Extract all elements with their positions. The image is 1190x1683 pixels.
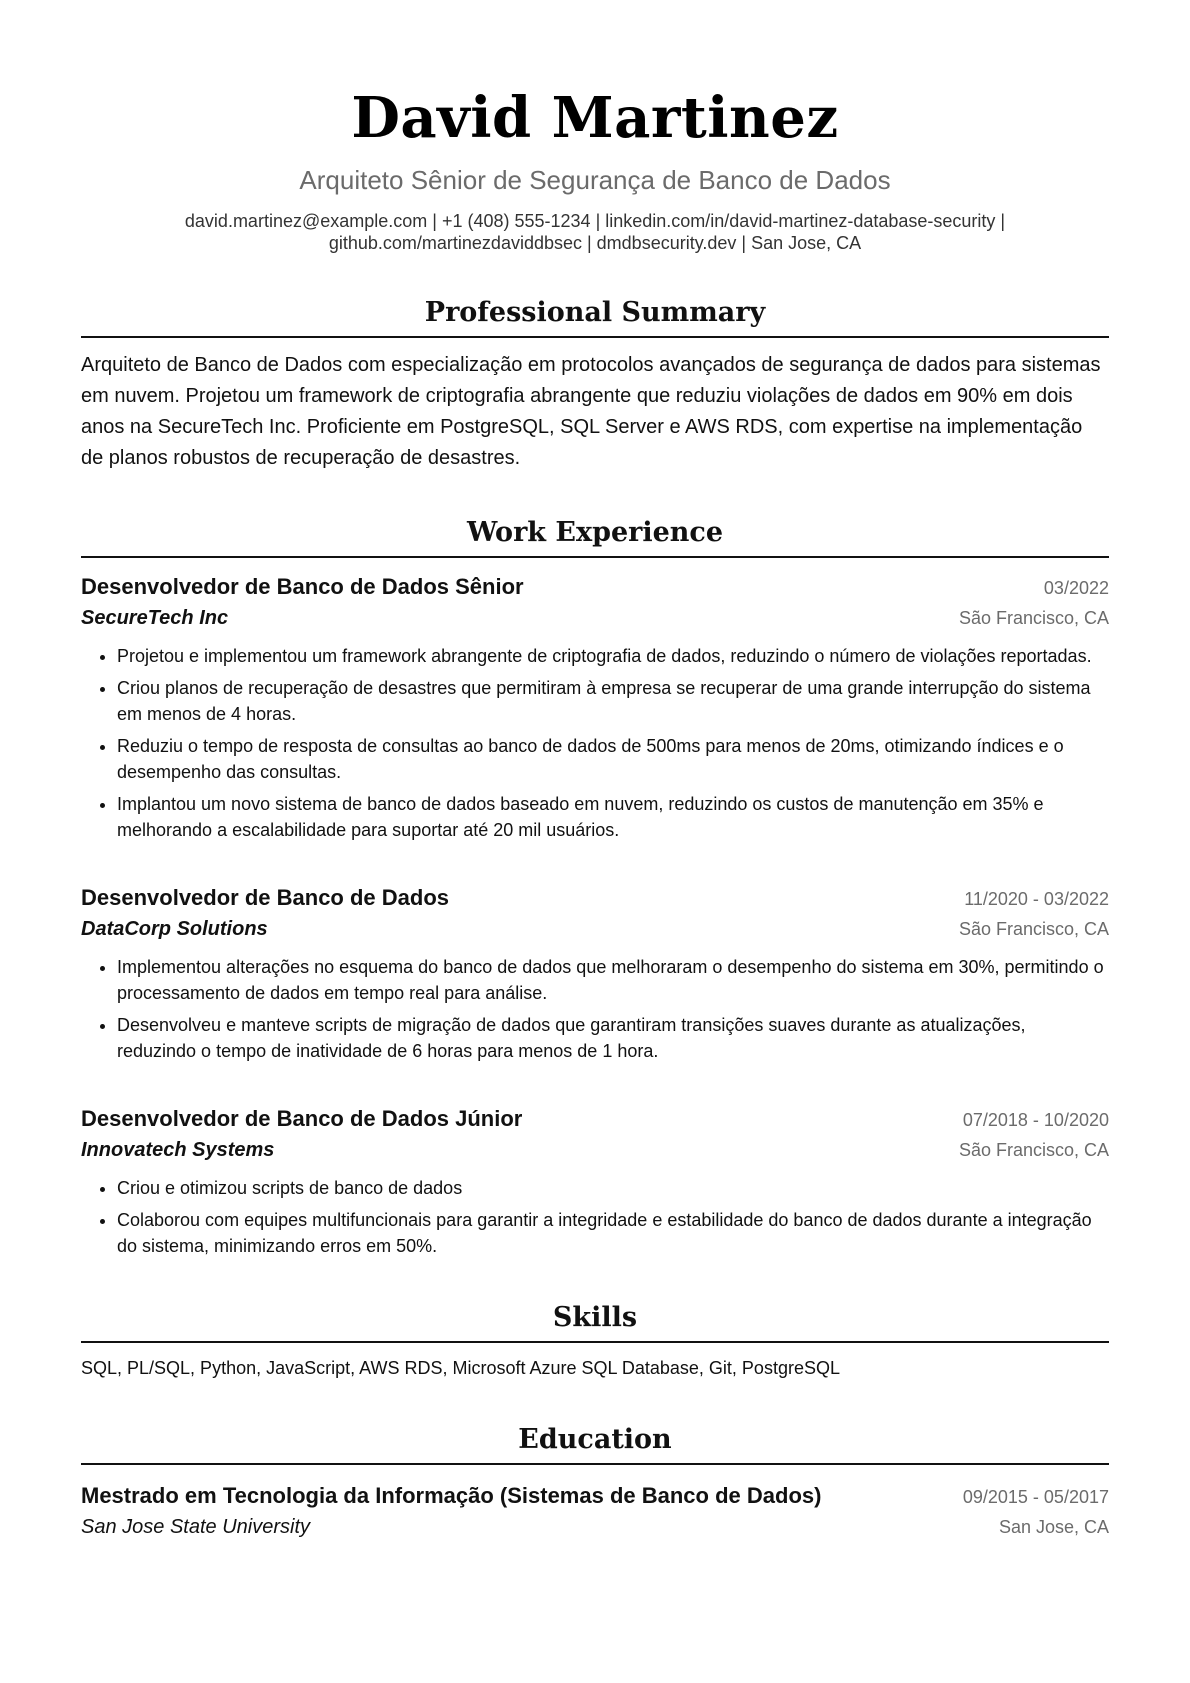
education-dates: 09/2015 - 05/2017 <box>962 1487 1109 1507</box>
summary-section <box>81 296 1109 474</box>
job-bullets <box>81 1175 1109 1259</box>
skills-list: SQL, PL/SQL, Python, JavaScript, AWS RDS, Microsoft Azure SQL Database, Git, PostgreSQL <box>81 1358 840 1378</box>
degree-name: Mestrado em Tecnologia da Informação (Sistemas de Banco de Dados) <box>81 1483 822 1508</box>
experience-section <box>81 516 1109 1259</box>
job-bullet: • Projetou e implementou um framework abrangente de criptografia de dados, reduzindo o número de violações reportadas. <box>117 643 1109 669</box>
job-entry <box>81 883 1109 1064</box>
job-dates: 03/2022 <box>1043 578 1109 598</box>
contact-line-2: github.com/martinezdaviddbsec | dmdbsecurity.dev | San Jose, CA <box>328 233 862 253</box>
job-bullet: • Reduziu o tempo de resposta de consultas ao banco de dados de 500ms para menos de 20ms, otimizando índices e o desempenho das consultas. <box>117 733 1109 785</box>
job-location: São Francisco, CA <box>958 919 1109 939</box>
job-bullet: • Criou planos de recuperação de desastres que permitiram à empresa se recuperar de uma grande interrupção do sistema em menos de 4 horas. <box>117 675 1109 727</box>
contact-line-1: david.martinez@example.com | +1 (408) 555-1234 | linkedin.com/in/david-martinez-database-security | <box>184 211 1006 231</box>
resume-header <box>81 0 1109 254</box>
candidate-title: Arquiteto Sênior de Segurança de Banco de Dados <box>299 165 891 195</box>
job-location: São Francisco, CA <box>958 608 1109 628</box>
job-bullets <box>81 954 1109 1064</box>
summary-text: Arquiteto de Banco de Dados com especialização em protocolos avançados de segurança de dados para sistemas em nuvem. Projetou um framework de criptografia abrangente que reduziu violações de dados em 90% em dois anos na SecureTech Inc. Proficiente em PostgreSQL, SQL Server e AWS RDS, com expertise na implementação de planos robustos de recuperação de desastres. <box>81 354 1101 469</box>
job-title: Desenvolvedor de Banco de Dados Sênior <box>81 574 524 599</box>
company-name: DataCorp Solutions <box>81 918 268 940</box>
job-bullet: • Implementou alterações no esquema do banco de dados que melhoraram o desempenho do sistema em 30%, permitindo o processamento de dados em tempo real para análise. <box>117 954 1109 1006</box>
summary-heading: Professional Summary <box>81 296 1109 338</box>
job-dates: 11/2020 - 03/2022 <box>964 889 1109 909</box>
job-bullet: • Implantou um novo sistema de banco de dados baseado em nuvem, reduzindo os custos de manutenção em 35% e melhorando a escalabilidade para suportar até 20 mil usuários. <box>117 791 1109 843</box>
education-location: San Jose, CA <box>998 1517 1109 1537</box>
job-bullet: • Criou e otimizou scripts de banco de dados <box>117 1175 1109 1201</box>
job-dates: 07/2018 - 10/2020 <box>962 1110 1109 1130</box>
job-entry <box>81 572 1109 843</box>
experience-heading: Work Experience <box>81 516 1109 558</box>
job-bullet: • Desenvolveu e manteve scripts de migração de dados que garantiram transições suaves durante as atualizações, reduzindo o tempo de inatividade de 6 horas para menos de 1 hora. <box>117 1012 1109 1064</box>
job-bullet: • Colaborou com equipes multifuncionais para garantir a integridade e estabilidade do banco de dados durante a integração do sistema, minimizando erros em 50%. <box>117 1207 1109 1259</box>
education-section <box>81 1423 1109 1542</box>
job-title: Desenvolvedor de Banco de Dados <box>81 885 449 910</box>
company-name: SecureTech Inc <box>81 607 229 629</box>
job-location: São Francisco, CA <box>958 1140 1109 1160</box>
contact-info <box>81 210 1109 254</box>
company-name: Innovatech Systems <box>81 1139 275 1161</box>
school-name: San Jose State University <box>81 1516 310 1538</box>
education-entry <box>81 1481 1109 1542</box>
job-title: Desenvolvedor de Banco de Dados Júnior <box>81 1106 523 1131</box>
skills-section <box>81 1301 1109 1381</box>
job-entry <box>81 1104 1109 1259</box>
skills-heading: Skills <box>81 1301 1109 1343</box>
job-bullets <box>81 643 1109 843</box>
education-heading: Education <box>81 1423 1109 1465</box>
candidate-name: David Martinez <box>351 85 839 151</box>
